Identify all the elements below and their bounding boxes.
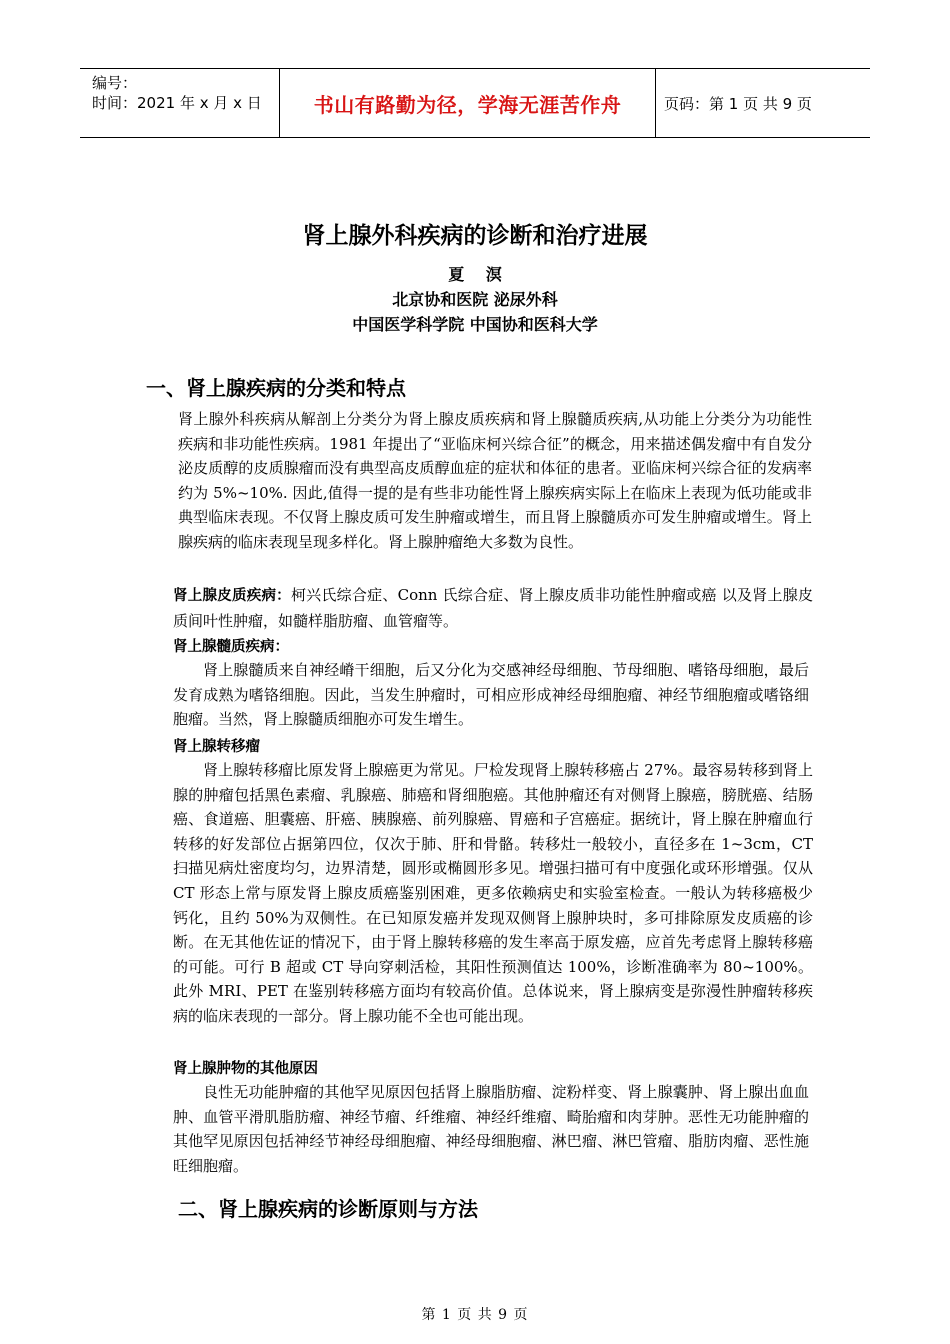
page-footer: 第 1 页 共 9 页	[421, 1307, 529, 1323]
other-causes-label: 肾上腺肿物的其他原因	[173, 1061, 318, 1077]
affiliation-hospital: 北京协和医院 泌尿外科	[392, 290, 558, 309]
header-meta	[80, 69, 280, 137]
affiliation-academy: 中国医学科学院 中国协和医科大学	[352, 315, 598, 334]
page-header	[80, 68, 870, 138]
cortex-text: 柯兴氏综合症、Conn 氏综合症、肾上腺皮质非功能性肿瘤或癌 以及肾上腺皮质间叶性肿瘤，如髓样脂肪瘤、血管瘤等。	[173, 586, 814, 630]
medulla-label: 肾上腺髓质疾病：	[173, 639, 289, 655]
date-label: 时间：2021 年 x 月 x 日	[92, 94, 262, 112]
cortex-paragraph	[173, 583, 813, 633]
metastasis-text: 肾上腺转移瘤比原发肾上腺癌更为常见。尸检发现肾上腺转移癌占 27%。最容易转移到肾上腺的肿瘤包括黑色素瘤、乳腺癌、肺癌和肾细胞癌。其他肿瘤还有对侧肾上腺癌，膀胱癌、结肠癌、食道癌、胆囊癌、肝癌、胰腺癌、前列腺癌、胃癌和子宫癌症。据统计，肾上腺在肿瘤血行转移的好发部位占据第四位，仅次于肺、肝和骨骼。转移灶一般较小，直径多在 1~3cm，CT 扫描见病灶密度均匀，边界清楚，圆形或椭圆形多见。增强扫描可有中度强化或环形增强。仅从 CT 形态上常与原发肾上腺皮质癌鉴别困难，更多依赖病史和实验室检查。一般认为转移癌极少钙化，且约 50%为双侧性。在已知原发癌并发现双侧肾上腺肿块时，多可排除原发皮质癌的诊断。在无其他佐证的情况下，由于肾上腺转移癌的发生率高于原发癌，应首先考虑肾上腺转移癌的可能。可行 B 超或 CT 导向穿刺活检，其阳性预测值达 100%，诊断准确率为 80~100%。此外 MRI、PET 在鉴别转移癌方面均有较高价值。总体说来，肾上腺病变是弥漫性肿瘤转移疾病的临床表现的一部分。肾上腺功能不全也可能出现。	[173, 761, 813, 1025]
section1-heading: 一、肾上腺疾病的分类和特点	[146, 376, 406, 400]
header-page-info: 页码：第 1 页 共 9 页	[664, 94, 812, 113]
header-motto: 书山有路勤为径，学海无涯苦作舟	[280, 69, 656, 137]
other-causes-text: 良性无功能肿瘤的其他罕见原因包括肾上腺脂肪瘤、淀粉样变、肾上腺囊肿、肾上腺出血血肿、血管平滑肌脂肪瘤、神经节瘤、纤维瘤、神经纤维瘤、畸胎瘤和肉芽肿。恶性无功能肿瘤的其他罕见原因包括神经节神经母细胞瘤、神经母细胞瘤、淋巴瘤、淋巴管瘤、脂肪肉瘤、恶性施旺细胞瘤。	[173, 1083, 809, 1175]
cortex-label: 肾上腺皮质疾病：	[173, 588, 291, 604]
document-title: 肾上腺外科疾病的诊断和治疗进展	[302, 223, 648, 249]
section2-heading: 二、肾上腺疾病的诊断原则与方法	[178, 1197, 478, 1221]
number-label: 编号：	[92, 74, 138, 92]
section1-intro: 肾上腺外科疾病从解剖上分类分为肾上腺皮质疾病和肾上腺髓质疾病,从功能上分类分为功能性疾病和非功能性疾病。1981 年提出了“亚临床柯兴综合征”的概念，用来描述偶发瘤中有自发分泌皮质醇的皮质腺瘤而没有典型高皮质醇血症的症状和体征的患者。亚临床柯兴综合征的发病率约为 5%~10%. 因此,值得一提的是有些非功能性肾上腺疾病实际上在临床上表现为低功能或非典型临床表现。不仅肾上腺皮质可发生肿瘤或增生，而且肾上腺髓质亦可发生肿瘤或增生。肾上腺疾病的临床表现呈现多样化。肾上腺肿瘤绝大多数为良性。	[178, 410, 812, 551]
metastasis-label: 肾上腺转移瘤	[173, 739, 260, 755]
medulla-text: 肾上腺髓质来自神经嵴干细胞，后又分化为交感神经母细胞、节母细胞、嗜铬母细胞，最后发育成熟为嗜铬细胞。因此，当发生肿瘤时，可相应形成神经母细胞瘤、神经节细胞瘤或嗜铬细胞瘤。当然，肾上腺髓质细胞亦可发生增生。	[173, 661, 809, 729]
author: 夏 溟	[448, 265, 502, 284]
